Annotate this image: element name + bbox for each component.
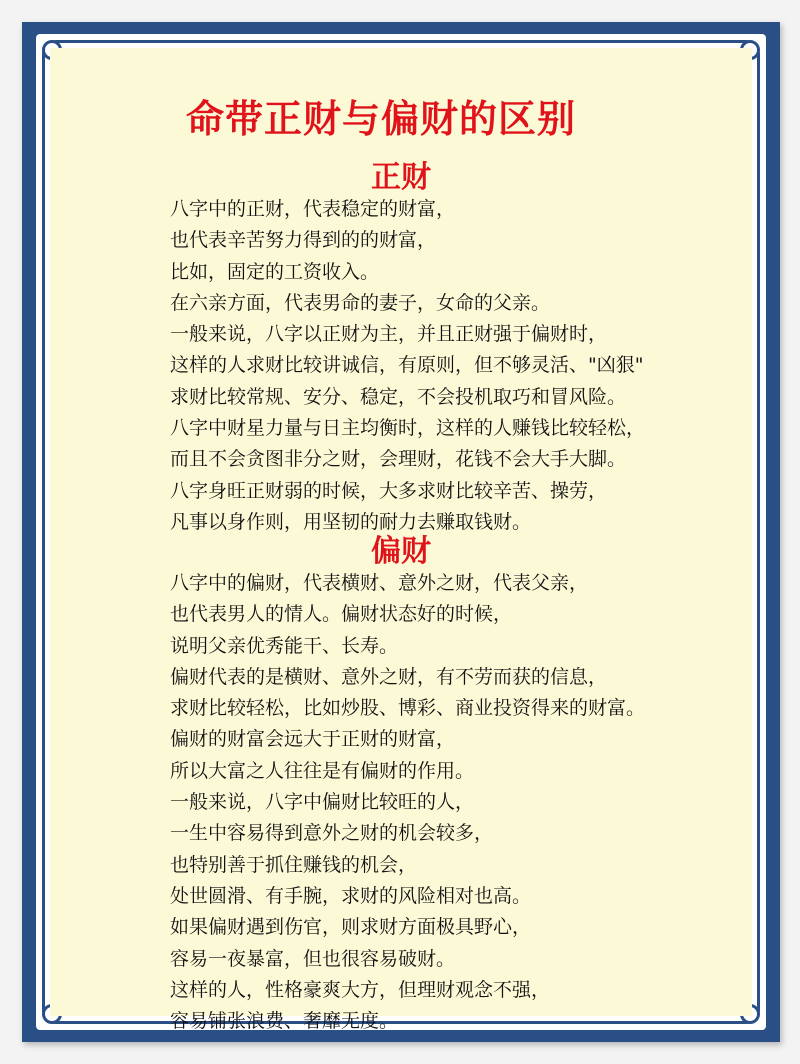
section-body-piancai — [170, 568, 645, 1037]
section-heading-zhengcai: 正财 — [371, 160, 431, 195]
text-line: 这样的人求财比较讲诚信，有原则，但不够灵活、"凶狠" — [170, 354, 644, 377]
text-line: 凡事以身作则，用坚韧的耐力去赚取钱财。 — [170, 510, 532, 533]
text-line: 也代表男人的情人。偏财状态好的时候， — [170, 603, 513, 626]
text-line: 容易铺张浪费、奢靡无度。 — [170, 1010, 399, 1033]
frame-inner-white — [36, 34, 766, 1033]
text-line: 比如，固定的工资收入。 — [170, 260, 380, 283]
section-body-zhengcai — [170, 194, 645, 538]
text-line: 一般来说，八字中偏财比较旺的人， — [170, 791, 475, 814]
content-panel — [50, 48, 752, 1033]
section-heading-piancai: 偏财 — [371, 534, 431, 569]
text-line: 求财比较常规、安分、稳定，不会投机取巧和冒风险。 — [170, 385, 627, 408]
text-line: 所以大富之人往往是有偏财的作用。 — [170, 759, 475, 782]
text-line: 如果偏财遇到伤官，则求财方面极具野心， — [170, 916, 532, 939]
text-line: 而且不会贪图非分之财，会理财，花钱不会大手大脚。 — [170, 448, 627, 471]
text-line: 也特别善于抓住赚钱的机会， — [170, 853, 418, 876]
text-line: 容易一夜暴富，但也很容易破财。 — [170, 947, 456, 970]
text-line: 八字身旺正财弱的时候，大多求财比较辛苦、操劳， — [170, 479, 608, 502]
page-title: 命带正财与偏财的区别 — [185, 97, 576, 141]
text-line: 偏财代表的是横财、意外之财，有不劳而获的信息， — [170, 665, 608, 688]
text-line: 处世圆滑、有手腕，求财的风险相对也高。 — [170, 884, 532, 907]
text-line: 八字中的正财，代表稳定的财富， — [170, 198, 456, 220]
text-line: 求财比较轻松，比如炒股、博彩、商业投资得来的财富。 — [170, 697, 646, 720]
frame-border — [22, 22, 780, 1042]
text-line: 八字中的偏财，代表横财、意外之财，代表父亲， — [170, 572, 589, 594]
text-line: 一生中容易得到意外之财的机会较多， — [170, 822, 494, 845]
text-line: 在六亲方面，代表男命的妻子，女命的父亲。 — [170, 291, 551, 314]
text-line: 说明父亲优秀能干、长寿。 — [170, 634, 399, 657]
text-line: 八字中财星力量与日主均衡时，这样的人赚钱比较轻松， — [170, 417, 646, 440]
text-line: 这样的人，性格豪爽大方，但理财观念不强， — [170, 978, 551, 1001]
text-line: 也代表辛苦努力得到的的财富， — [170, 229, 437, 252]
text-line: 偏财的财富会远大于正财的财富， — [170, 728, 456, 751]
text-line: 一般来说，八字以正财为主，并且正财强于偏财时， — [170, 323, 608, 346]
